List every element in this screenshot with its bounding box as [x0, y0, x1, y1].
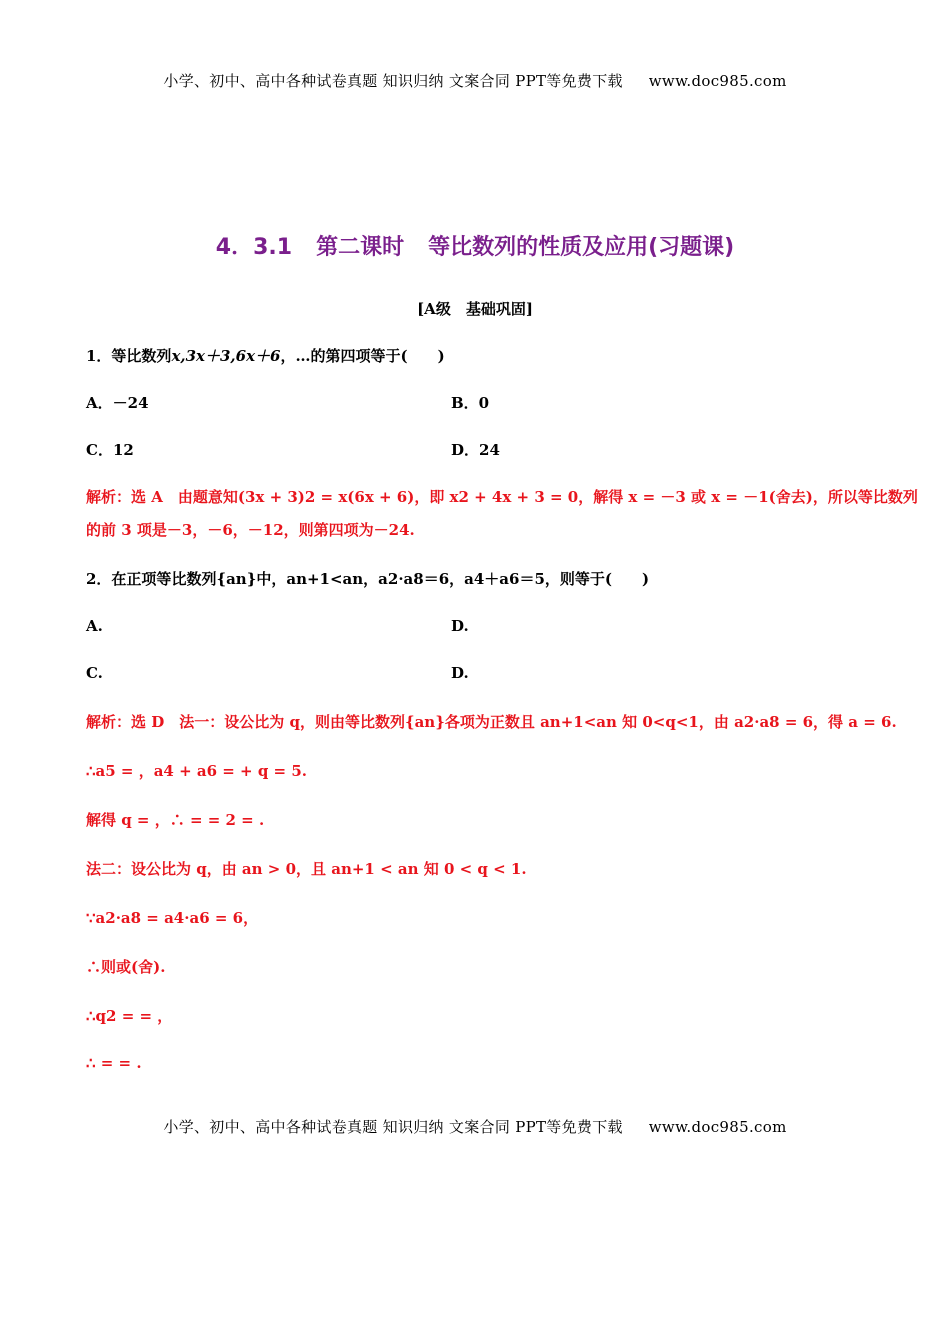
q2-option-a: A.: [86, 617, 103, 635]
question-1: [86, 345, 445, 366]
footer-banner: [0, 1116, 950, 1137]
q1-suffix: ，…的第四项等于( ): [280, 347, 445, 365]
q1-option-d: D．24: [451, 441, 500, 459]
header-banner-text: 小学、初中、高中各种试卷真题 知识归纳 文案合同 PPT等免费下载: [163, 72, 623, 90]
q2-solution-line: ∴q2 = = ，: [86, 1007, 173, 1025]
q2-option-b: D.: [451, 617, 469, 635]
q2-conditions: an+1<an，a2·a8＝6，a4＋a6＝5，则等于( ): [286, 570, 650, 588]
q1-option-a: A．－24: [86, 394, 149, 412]
header-banner: [0, 70, 950, 91]
q2-option-c: C.: [86, 664, 103, 682]
q1-prefix: 1．等比数列: [86, 347, 172, 365]
footer-banner-url[interactable]: www.doc985.com: [648, 1118, 787, 1136]
q1-option-b: B．0: [451, 394, 490, 412]
title-number: 4．3.1: [215, 235, 293, 260]
section-label: [A级 基础巩固]: [417, 300, 533, 318]
q1-solution-line-1: [86, 486, 918, 507]
footer-banner-text: 小学、初中、高中各种试卷真题 知识归纳 文案合同 PPT等免费下载: [163, 1118, 623, 1136]
q2-solution-line: 法二：设公比为 q，由 an > 0，且 an+1 < an 知 0 < q < 1.: [86, 860, 527, 878]
header-banner-url[interactable]: www.doc985.com: [648, 72, 787, 90]
title-lesson: 第二课时: [316, 235, 405, 260]
q2-solution-line: ∴a5 = ，a4 + a6 = + q = 5.: [86, 762, 308, 780]
q2-solution-line: ∵a2·a8 = a4·a6 = 6，: [86, 909, 259, 927]
q1-solution-body: (3x + 3)2 = x(6x + 6)，即 x2 + 4x + 3 = 0，解得 x = －3 或 x = －1(舍去)，所以等比数列: [237, 488, 918, 506]
title-topic: 等比数列的性质及应用(习题课): [428, 235, 735, 260]
q1-option-c: C．12: [86, 441, 134, 459]
q2-solution-line: 解析：选 D 法一：设公比为 q，则由等比数列{an}各项为正数且 an+1<an 知 0<q<1，由 a2·a8 = 6，得 a = 6.: [86, 713, 897, 731]
q1-sequence: x,3x＋3,6x＋6: [171, 347, 281, 365]
page-title: [0, 230, 950, 261]
q2-solution-line: ∴则或(舍).: [86, 958, 166, 976]
q2-prefix: 2．在正项等比数列{an}中，: [86, 570, 287, 588]
q1-solution-label: 解析：选 A 由题意知: [86, 488, 238, 506]
question-2: [86, 568, 649, 589]
q1-solution-line-2: 的前 3 项是－3，－6，－12，则第四项为－24.: [86, 521, 415, 539]
q2-solution-line: 解得 q = ，∴ = = 2 = .: [86, 811, 265, 829]
q2-option-d: D.: [451, 664, 469, 682]
q2-solution-line: ∴ = = .: [86, 1054, 142, 1072]
